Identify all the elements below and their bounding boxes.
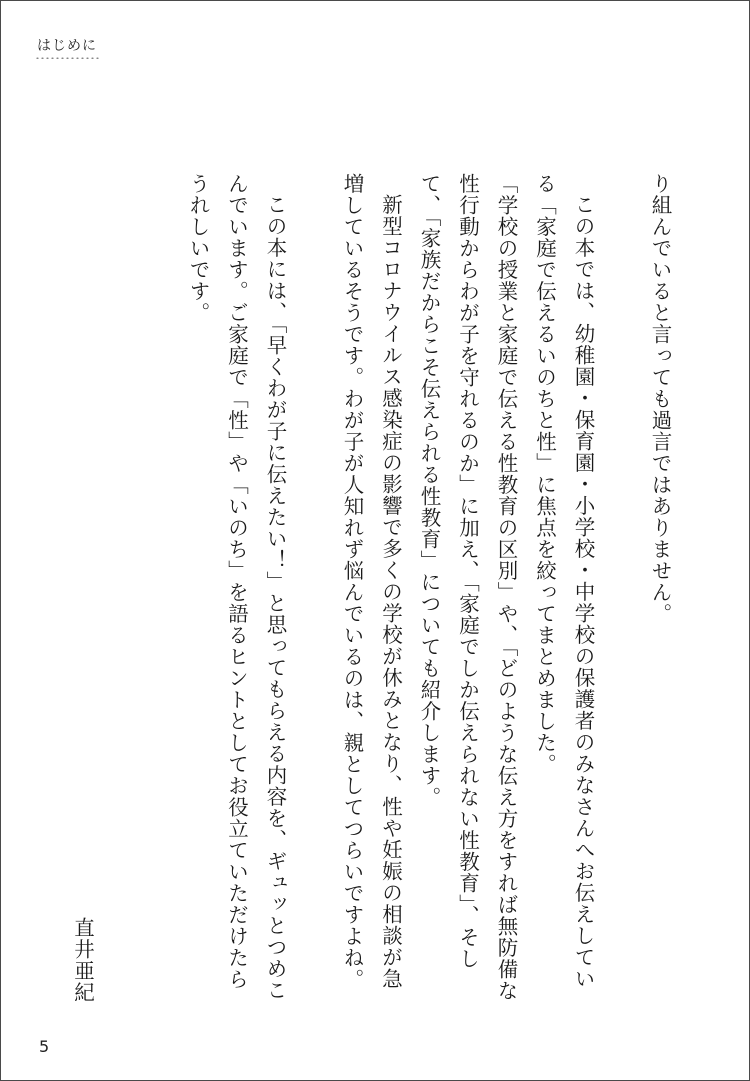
paragraph-continuation: り組んでいると言っても過言ではありません。 — [648, 173, 672, 625]
heading-dotted-underline — [35, 57, 101, 59]
paragraph-spacer — [140, 173, 179, 1003]
paragraph-topics: 「学校の授業と家庭で伝える性教育の区別」や、「どのような伝え方をすれば無防備な性行動からわが子を守れるのか」に加え、「家庭でしか伝えられない性教育」、そして、「家族だからこそ伝えられる性教育」についても紹介します。 — [417, 173, 518, 1002]
page-number: 5 — [39, 1037, 50, 1056]
author-signature: 直井亜紀 — [70, 917, 95, 1003]
paragraph-covid: 新型コロナウイルス感染症の影響で多くの学校が休みとなり、性や妊娠の相談が急増しているそうです。わが子が人知れず悩んでいるのは、親としてつらいですよね。 — [340, 173, 403, 990]
body-text — [63, 173, 679, 1003]
paragraph-spacer — [102, 173, 141, 1003]
paragraph-intro: この本では、幼稚園・保育園・小学校・中学校の保護者のみなさんへお伝えしている「家庭で伝えるいのちと性」に焦点を絞ってまとめました。 — [532, 173, 595, 989]
paragraph-closing: この本には、「早くわが子に伝えたい！」と思ってもらえる内容を、ギュッとつめこんでいます。ご家庭で「性」や「いのち」を語るヒントとしてお役立ていただけたらうれしいです。 — [186, 173, 287, 1001]
paragraph-spacer — [294, 173, 333, 1003]
section-heading: はじめに — [37, 38, 97, 54]
paragraph-spacer — [602, 173, 641, 1003]
